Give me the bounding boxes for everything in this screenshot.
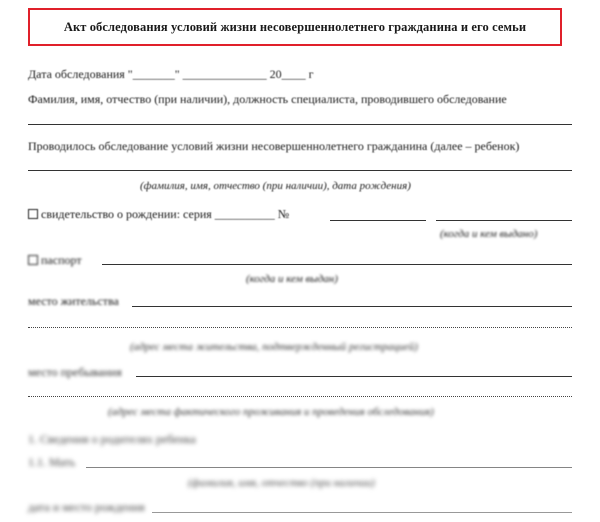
passport-checkbox[interactable] [28,255,38,265]
specialist-line: Фамилия, имя, отчество (при наличии), должность специалиста, проводившего обследование [28,92,507,106]
child-fill-line [28,170,572,171]
conducted-line: Проводилось обследование условий жизни несовершеннолетнего гражданина (далее – ребенок) [28,139,520,153]
residence-fill-line [132,306,572,307]
child-caption: (фамилия, имя, отчество (при наличии), дата рождения) [140,180,411,192]
mother-label: 1.1. Мать [28,455,76,469]
passport-row [28,253,82,268]
document-title: Акт обследования условий жизни несовершеннолетнего гражданина и его семьи [28,8,562,46]
stay-caption: (адрес места фактического проживания и проведения обследования) [108,406,434,418]
birth-date-place-label: дата и место рождения [28,500,145,514]
stay-fill-line-2 [28,396,572,397]
residence-fill-line-2 [28,327,572,328]
birth-certificate-caption: (когда и кем выдано) [440,228,538,240]
passport-caption: (когда и кем выдан) [246,273,338,285]
cert-number-fill-line [330,220,426,221]
birth-certificate-checkbox[interactable] [28,209,38,219]
mother-fill-line [86,467,572,468]
birth-date-place-fill-line [152,512,572,513]
birth-certificate-label: свидетельство о рождении: серия __________ № [41,207,290,221]
survey-date-line: Дата обследования "_______" ______________ 20____ г [28,67,314,81]
residence-label: место жительства [28,294,119,308]
birth-certificate-row [28,207,289,222]
specialist-fill-line [28,124,572,125]
mother-caption: (фамилия, имя, отчество (при наличии) [188,477,375,489]
residence-caption: (адрес места жительства, подтвержденный регистрацией) [130,341,418,353]
cert-issued-fill-line [436,220,572,221]
passport-label: паспорт [41,253,82,267]
stay-fill-line [136,376,572,377]
section-parents-heading: 1. Сведения о родителях ребенка [28,432,196,446]
stay-label: место пребывания [28,365,122,379]
passport-fill-line [102,264,572,265]
